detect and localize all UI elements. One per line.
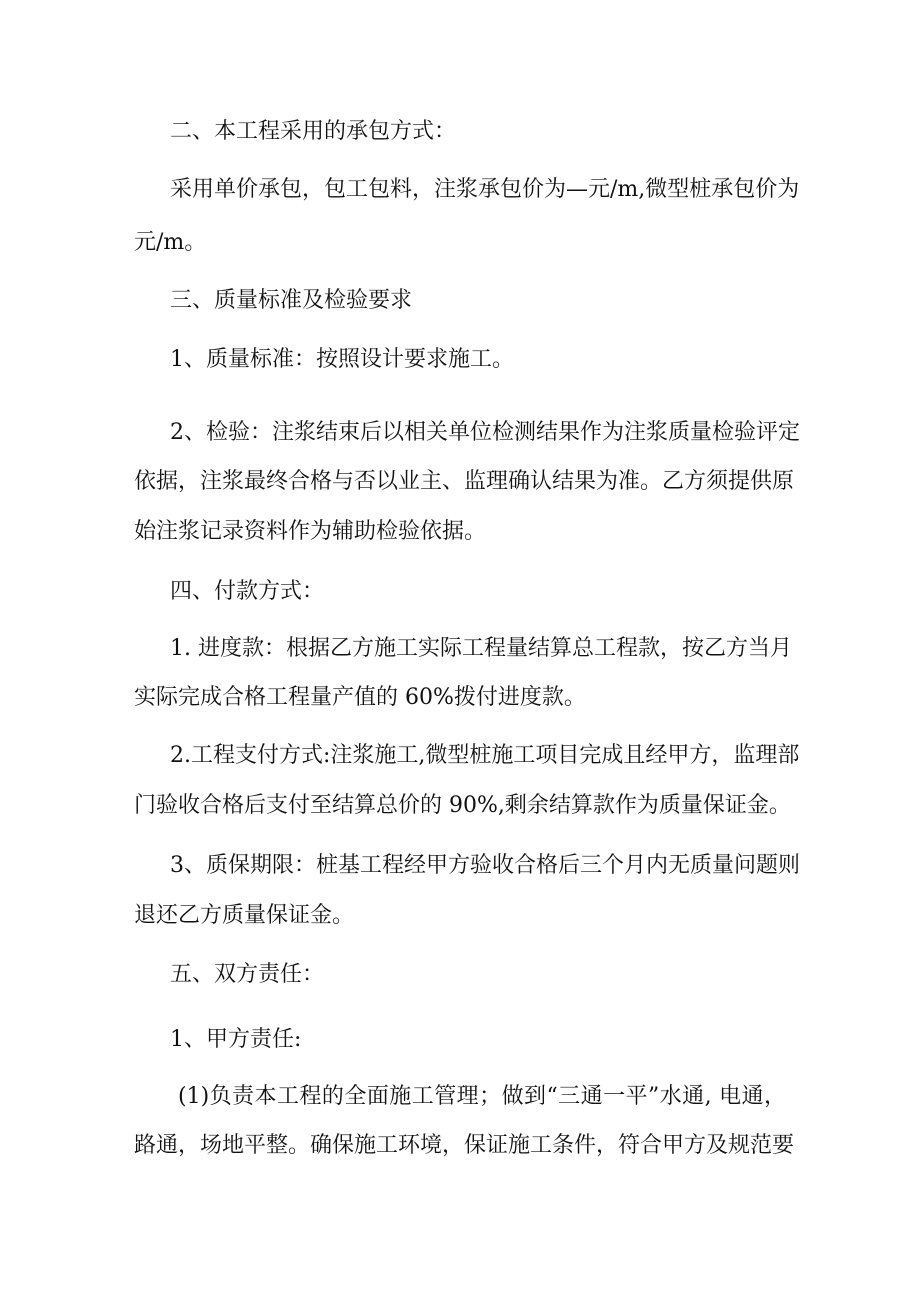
item-inspection-line-1: 2、检验：注浆结束后以相关单位检测结果作为注浆质量检验评定 <box>170 420 800 445</box>
item-progress-payment-line-2: 实际完成合格工程量产值的 60%拨付进度款。 <box>134 685 586 710</box>
subheading-party-a-responsibilities: 1、甲方责任: <box>170 1027 302 1052</box>
item-progress-payment-line-1: 1. 进度款：根据乙方施工实际工程量结算总工程款，按乙方当月 <box>170 636 792 661</box>
heading-quality-standards: 三、质量标准及检验要求 <box>170 288 413 313</box>
item-inspection-line-3: 始注浆记录资料作为辅助检验依据。 <box>134 519 487 544</box>
heading-contract-method: 二、本工程采用的承包方式： <box>170 119 457 144</box>
paragraph-unit-price-line-2: 元/m。 <box>134 230 207 255</box>
item-inspection-line-2: 依据，注浆最终合格与否以业主、监理确认结果为准。乙方须提供原 <box>134 469 795 494</box>
paragraph-unit-price-line-1: 采用单价承包，包工包料，注浆承包价为—元/m,微型桩承包价为 <box>170 177 800 202</box>
heading-responsibilities: 五、双方责任： <box>170 962 325 987</box>
item-warranty-line-2: 退还乙方质量保证金。 <box>134 903 355 928</box>
item-management-line-2: 路通，场地平整。确保施工环境，保证施工条件，符合甲方及规范要 <box>134 1133 795 1158</box>
item-payment-terms-line-2: 门验收合格后支付至结算总价的 90%,剩余结算款作为质量保证金。 <box>134 793 791 818</box>
heading-payment-method: 四、付款方式： <box>170 579 325 604</box>
item-warranty-line-1: 3、质保期限：桩基工程经甲方验收合格后三个月内无质量问题则 <box>170 853 800 878</box>
item-payment-terms-line-1: 2.工程支付方式:注浆施工,微型桩施工项目完成且经甲方，监理部 <box>170 743 800 768</box>
item-quality-standard: 1、质量标准：按照设计要求施工。 <box>170 347 514 372</box>
item-management-line-1: (1)负责本工程的全面施工管理；做到“三通一平”水通, 电通， <box>178 1084 786 1109</box>
